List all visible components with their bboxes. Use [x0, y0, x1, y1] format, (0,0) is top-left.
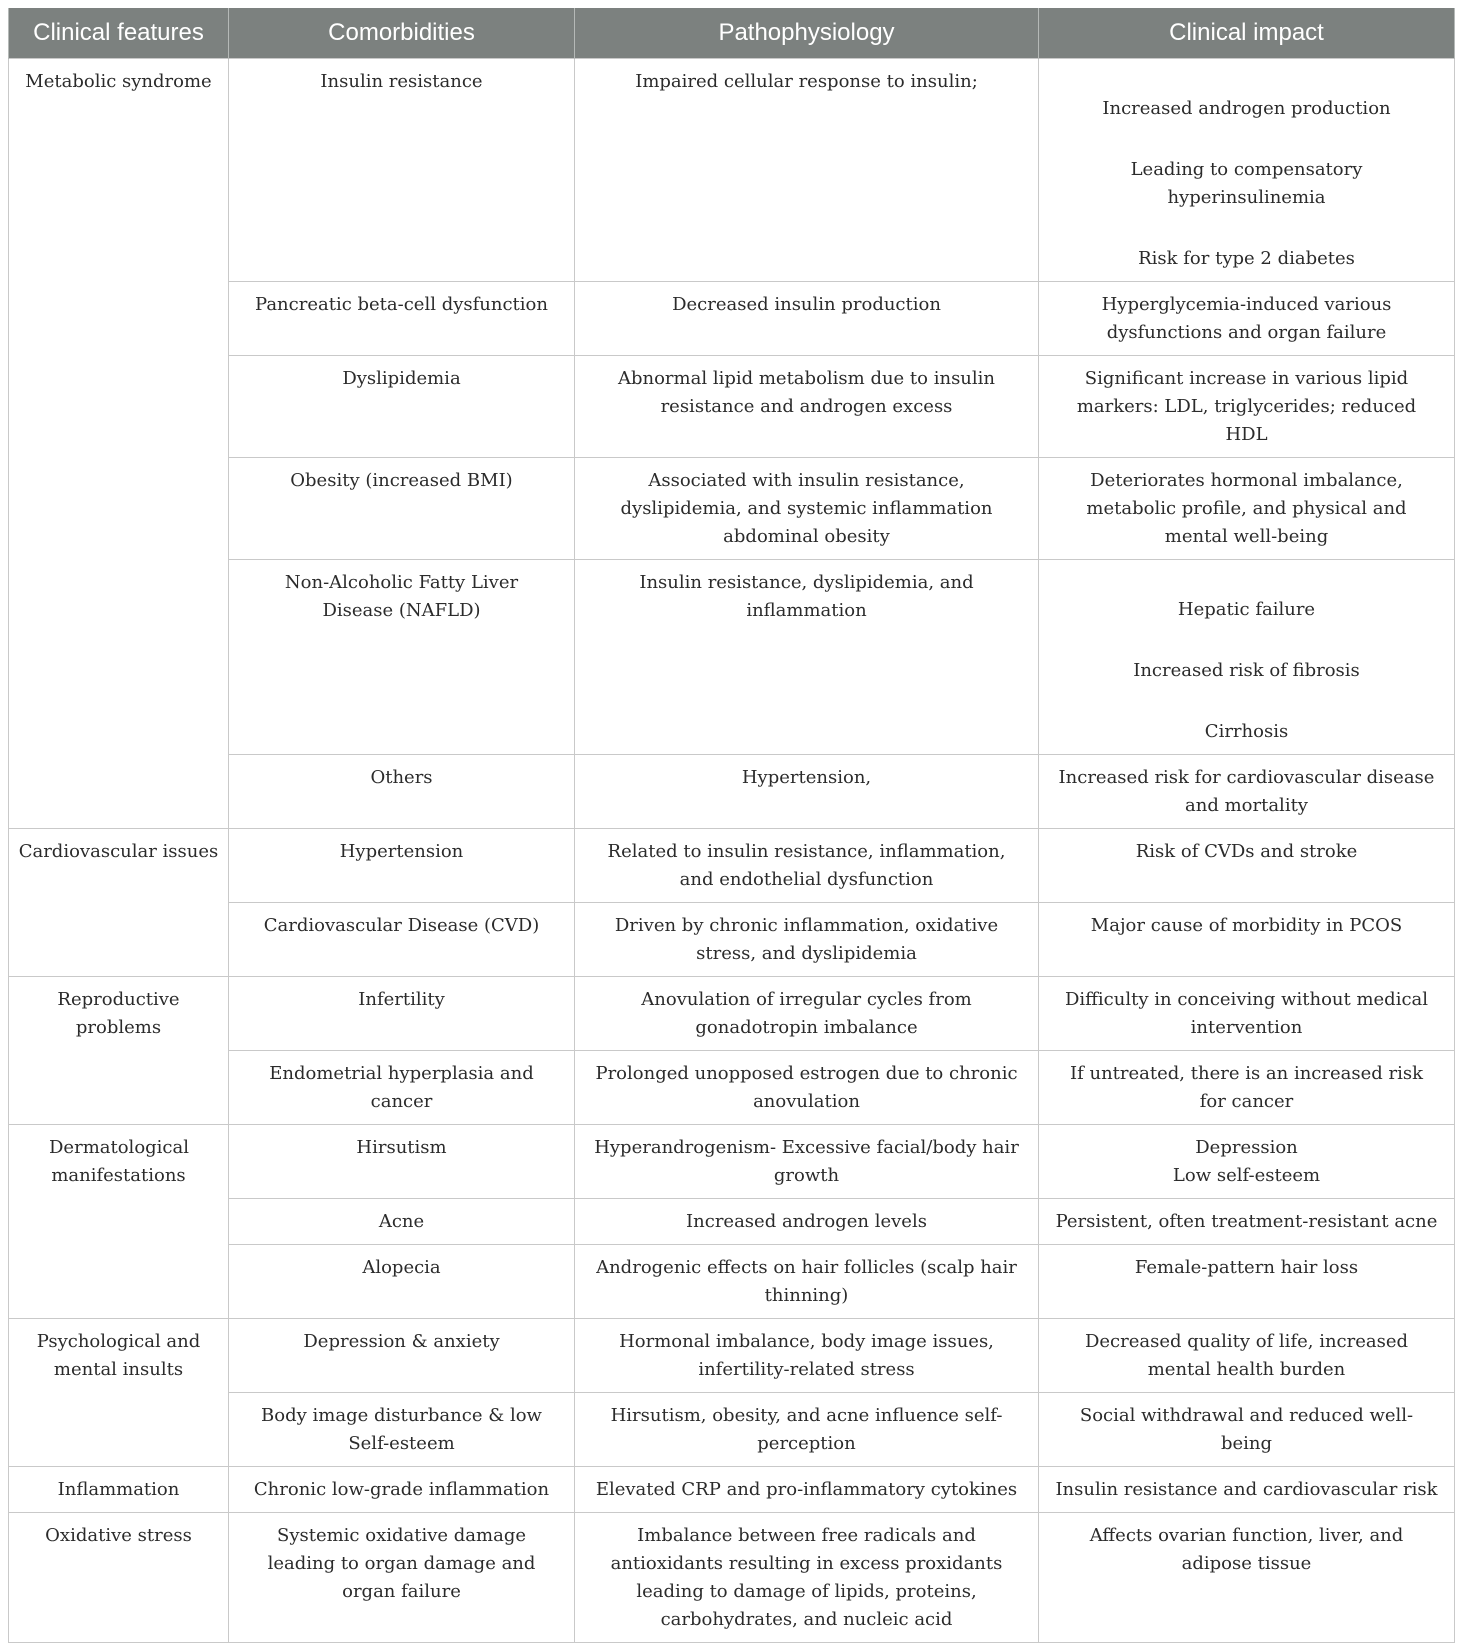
- pathophysiology-line: abdominal obesity: [723, 526, 890, 547]
- impact-cell: [1039, 59, 1455, 282]
- feature-psychological-mental-insults: Psychological and mental insults: [9, 1319, 229, 1467]
- pathophysiology-line: Associated with insulin resistance, dyslipidemia, and systemic inflammation: [620, 470, 993, 519]
- pathophysiology-cell: Anovulation of irregular cycles from gonadotropin imbalance: [575, 977, 1039, 1051]
- impact-cell: Deteriorates hormonal imbalance, metabolic profile, and physical and mental well-being: [1039, 458, 1455, 560]
- feature-oxidative-stress: Oxidative stress: [9, 1513, 229, 1643]
- comorbidity-cell: Body image disturbance & low Self-esteem: [229, 1393, 575, 1467]
- pathophysiology-cell: Insulin resistance, dyslipidemia, and inflammation: [575, 560, 1039, 755]
- impact-cell: Insulin resistance and cardiovascular risk: [1039, 1467, 1455, 1513]
- feature-metabolic-syndrome: Metabolic syndrome: [9, 59, 229, 829]
- comorbidity-table-container: [8, 8, 1455, 1643]
- header-clinical-impact: Clinical impact: [1039, 8, 1455, 59]
- table-row: [9, 1319, 1455, 1393]
- comorbidity-cell: Obesity (increased BMI): [229, 458, 575, 560]
- comorbidity-cell: Dyslipidemia: [229, 356, 575, 458]
- comorbidity-cell: Hypertension: [229, 829, 575, 903]
- pathophysiology-cell: Hirsutism, obesity, and acne influence self-perception: [575, 1393, 1039, 1467]
- comorbidity-cell: Cardiovascular Disease (CVD): [229, 903, 575, 977]
- header-pathophysiology: Pathophysiology: [575, 8, 1039, 59]
- table-row: [9, 977, 1455, 1051]
- header-comorbidities: Comorbidities: [229, 8, 575, 59]
- pathophysiology-cell: Hyperandrogenism- Excessive facial/body hair growth: [575, 1125, 1039, 1199]
- impact-cell: [1039, 560, 1455, 755]
- impact-cell: Persistent, often treatment-resistant acne: [1039, 1199, 1455, 1245]
- feature-inflammation: Inflammation: [9, 1467, 229, 1513]
- impact-line: Cirrhosis: [1204, 721, 1289, 742]
- table-row: [9, 59, 1455, 282]
- comorbidity-cell: Insulin resistance: [229, 59, 575, 282]
- pathophysiology-cell: Androgenic effects on hair follicles (scalp hair thinning): [575, 1245, 1039, 1319]
- impact-cell: Major cause of morbidity in PCOS: [1039, 903, 1455, 977]
- pathophysiology-cell: Impaired cellular response to insulin;: [575, 59, 1039, 282]
- impact-line: Increased androgen production: [1102, 98, 1391, 119]
- comorbidity-cell: Infertility: [229, 977, 575, 1051]
- pathophysiology-cell: Imbalance between free radicals and antioxidants resulting in excess proxidants leading to damage of lipids, proteins, carbohydrates, and nucleic acid: [575, 1513, 1039, 1643]
- impact-cell: Social withdrawal and reduced well-being: [1039, 1393, 1455, 1467]
- pathophysiology-cell: Hypertension,: [575, 755, 1039, 829]
- pathophysiology-cell: Hormonal imbalance, body image issues, infertility-related stress: [575, 1319, 1039, 1393]
- impact-cell: Significant increase in various lipid markers: LDL, triglycerides; reduced HDL: [1039, 356, 1455, 458]
- table-row: [9, 1467, 1455, 1513]
- impact-cell: Risk of CVDs and stroke: [1039, 829, 1455, 903]
- comorbidity-cell: Alopecia: [229, 1245, 575, 1319]
- comorbidity-cell: Hirsutism: [229, 1125, 575, 1199]
- impact-cell: Hyperglycemia-induced various dysfunctions and organ failure: [1039, 282, 1455, 356]
- pathophysiology-cell: Increased androgen levels: [575, 1199, 1039, 1245]
- impact-line: Depression: [1195, 1137, 1298, 1158]
- table-row: [9, 829, 1455, 903]
- comorbidity-cell: Systemic oxidative damage leading to organ damage and organ failure: [229, 1513, 575, 1643]
- comorbidity-cell: Pancreatic beta-cell dysfunction: [229, 282, 575, 356]
- impact-line: Low self-esteem: [1172, 1165, 1321, 1186]
- impact-cell: Female-pattern hair loss: [1039, 1245, 1455, 1319]
- comorbidity-cell: Chronic low-grade inflammation: [229, 1467, 575, 1513]
- pathophysiology-cell: Driven by chronic inflammation, oxidative stress, and dyslipidemia: [575, 903, 1039, 977]
- feature-cardiovascular-issues: Cardiovascular issues: [9, 829, 229, 977]
- pathophysiology-cell: Elevated CRP and pro-inflammatory cytokines: [575, 1467, 1039, 1513]
- comorbidity-cell: Acne: [229, 1199, 575, 1245]
- impact-cell: If untreated, there is an increased risk for cancer: [1039, 1051, 1455, 1125]
- pathophysiology-cell: Prolonged unopposed estrogen due to chronic anovulation: [575, 1051, 1039, 1125]
- comorbidity-cell: Others: [229, 755, 575, 829]
- header-row: [9, 8, 1455, 59]
- comorbidity-table: [8, 8, 1455, 1643]
- pathophysiology-cell: [575, 458, 1039, 560]
- impact-line: Risk for type 2 diabetes: [1138, 248, 1355, 269]
- table-row: [9, 1125, 1455, 1199]
- impact-cell: Difficulty in conceiving without medical intervention: [1039, 977, 1455, 1051]
- impact-cell: [1039, 1125, 1455, 1199]
- pathophysiology-cell: Related to insulin resistance, inflammation, and endothelial dysfunction: [575, 829, 1039, 903]
- feature-dermatological-manifestations: Dermatological manifestations: [9, 1125, 229, 1319]
- pathophysiology-cell: Abnormal lipid metabolism due to insulin resistance and androgen excess: [575, 356, 1039, 458]
- comorbidity-cell: Non-Alcoholic Fatty Liver Disease (NAFLD): [229, 560, 575, 755]
- header-clinical-features: Clinical features: [9, 8, 229, 59]
- comorbidity-cell: Depression & anxiety: [229, 1319, 575, 1393]
- table-row: [9, 1513, 1455, 1643]
- pathophysiology-cell: Decreased insulin production: [575, 282, 1039, 356]
- impact-line: Leading to compensatory hyperinsulinemia: [1130, 159, 1363, 208]
- comorbidity-cell: Endometrial hyperplasia and cancer: [229, 1051, 575, 1125]
- impact-cell: Increased risk for cardiovascular disease and mortality: [1039, 755, 1455, 829]
- impact-cell: Decreased quality of life, increased mental health burden: [1039, 1319, 1455, 1393]
- impact-line: Increased risk of fibrosis: [1133, 660, 1360, 681]
- impact-cell: Affects ovarian function, liver, and adipose tissue: [1039, 1513, 1455, 1643]
- feature-reproductive-problems: Reproductive problems: [9, 977, 229, 1125]
- impact-line: Hepatic failure: [1177, 599, 1316, 620]
